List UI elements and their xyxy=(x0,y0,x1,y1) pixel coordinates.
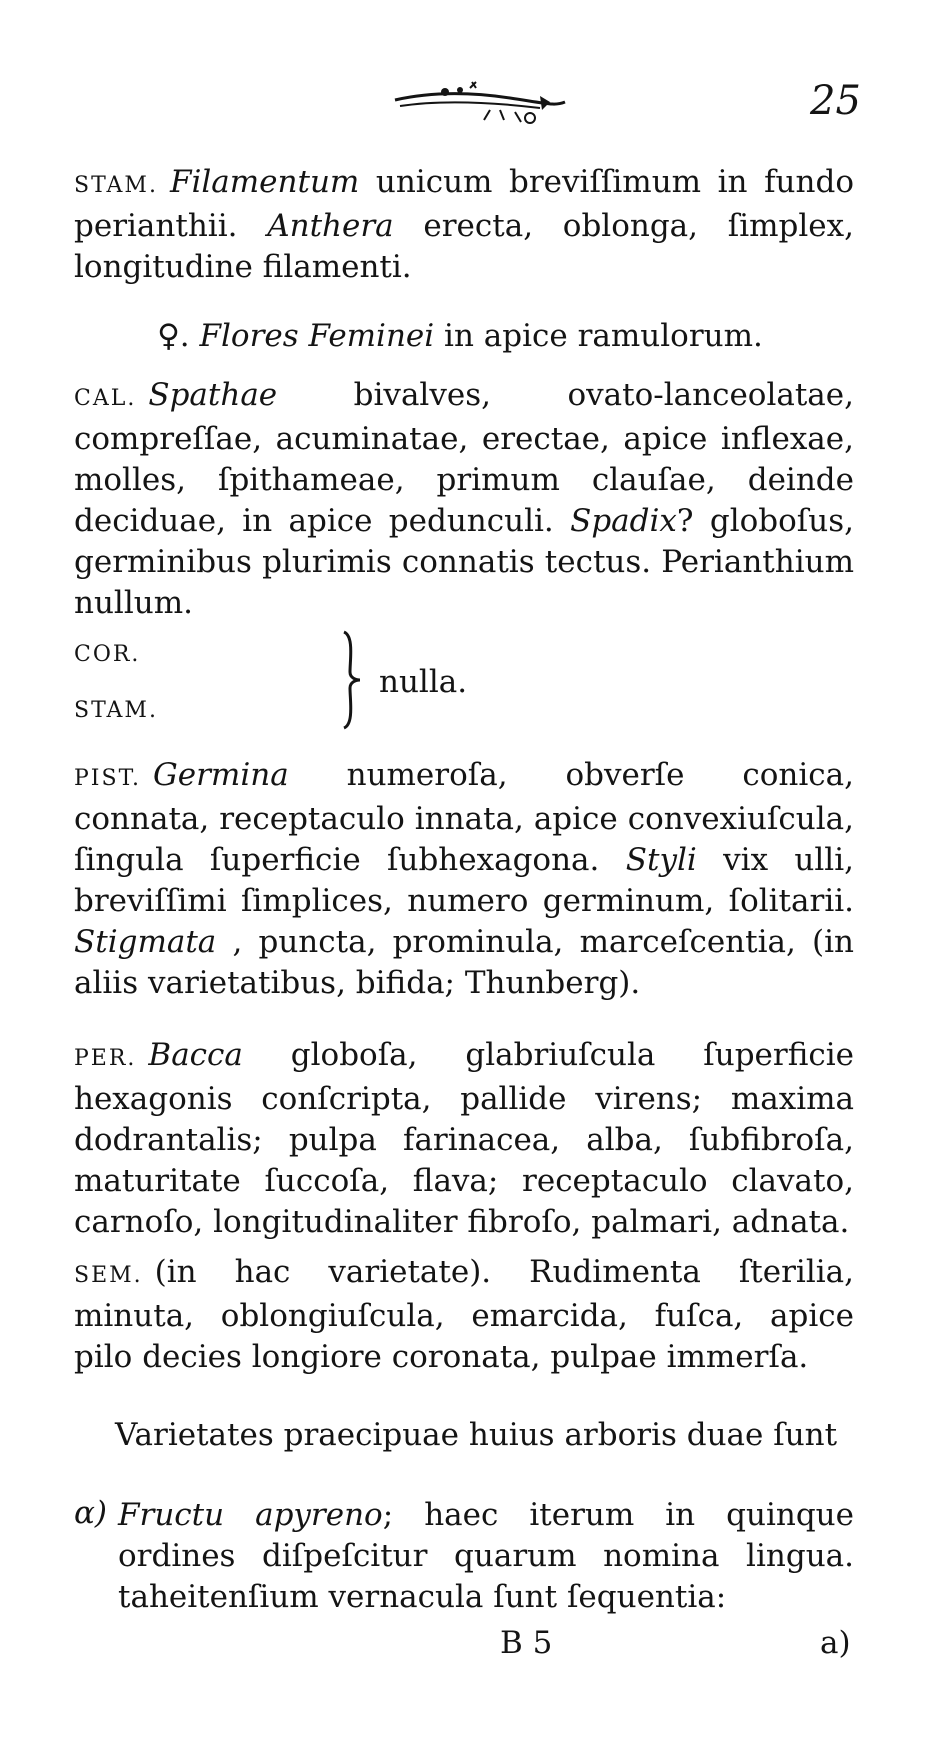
term: Filamentum xyxy=(169,164,360,200)
text: ? globoſus, germinibus plurimis connatis tectus. Perianthium nullum. xyxy=(74,503,854,621)
section-label-stam: STAM. xyxy=(74,698,158,723)
paragraph-pist xyxy=(74,755,854,1004)
paragraph-sem xyxy=(74,1252,854,1378)
catchword: a) xyxy=(820,1625,851,1661)
paragraph-per xyxy=(74,1035,854,1243)
paragraph-varietates xyxy=(115,1415,855,1456)
signature-mark: B 5 xyxy=(500,1625,553,1661)
section-label: STAM. xyxy=(74,173,158,198)
section-label-cor: COR. xyxy=(74,642,141,667)
term: Fructu apyreno xyxy=(118,1497,383,1533)
section-label: CAL. xyxy=(74,386,137,411)
page-number: 25 xyxy=(810,78,861,124)
heading-flores-feminei xyxy=(90,316,830,357)
term: Styli xyxy=(625,842,697,878)
nulla-text: nulla. xyxy=(379,664,468,700)
female-symbol: ♀. xyxy=(157,318,190,354)
curly-brace-icon xyxy=(336,630,366,730)
cor-stam-block xyxy=(74,630,574,730)
text: bivalves, ovato-lanceolatae, compreſſae, acuminatae, erectae, apice inflexae, molles, ſpithameae, primum clauſae, deinde deciduae, in apice pedunculi. xyxy=(74,377,854,539)
list-marker-alpha: α) xyxy=(74,1495,108,1531)
term: Bacca xyxy=(148,1037,243,1073)
text: vix ulli, breviſſimi ſimplices, numero germinum, ſolitarii. xyxy=(74,842,854,919)
paragraph-cal xyxy=(74,375,854,624)
term: Spathae xyxy=(148,377,278,413)
section-label: SEM. xyxy=(74,1263,143,1288)
term: Germina xyxy=(153,757,289,793)
text: Varietates praecipuae huius arboris duae ſunt xyxy=(115,1417,838,1453)
term: Anthera xyxy=(267,208,394,244)
text: in apice ramulorum. xyxy=(434,318,763,354)
text: unicum breviſſimum in fundo perianthii. xyxy=(74,164,854,244)
term: Stigmata xyxy=(74,924,217,960)
term: Spadix xyxy=(570,503,677,539)
paragraph-stam-male xyxy=(74,162,854,288)
section-label: PER. xyxy=(74,1046,137,1071)
paragraph-alpha xyxy=(118,1495,854,1618)
decorative-vine-ornament-icon xyxy=(390,78,570,128)
term: Flores Feminei xyxy=(199,318,435,354)
text: ; haec iterum in quinque ordines diſpeſcitur quarum nomina lingua. taheitenſium vernacula ſunt ſequentia: xyxy=(118,1497,854,1615)
text: globoſa, glabriuſcula ſuperficie hexagonis conſcripta, pallide virens; maxima dodrantalis; pulpa farinacea, alba, ſubfibroſa, maturitate ſuccoſa, flava; receptaculo clavato, carnoſo, longitudinaliter fibroſo, palmari, adnata. xyxy=(74,1037,854,1240)
text: erecta, oblonga, ſimplex, longitudine filamenti. xyxy=(74,208,854,285)
section-label: PIST. xyxy=(74,766,141,791)
text: (in hac varietate). Rudimenta ſterilia, minuta, oblongiuſcula, emarcida, fuſca, apice pilo decies longiore coronata, pulpae immerſa. xyxy=(74,1254,854,1375)
text: , puncta, prominula, marceſcentia, (in aliis varietatibus, bifida; Thunberg). xyxy=(74,924,854,1001)
text: numeroſa, obverſe conica, connata, receptaculo innata, apice convexiuſcula, ſingula ſuperficie ſubhexagona. xyxy=(74,757,854,878)
